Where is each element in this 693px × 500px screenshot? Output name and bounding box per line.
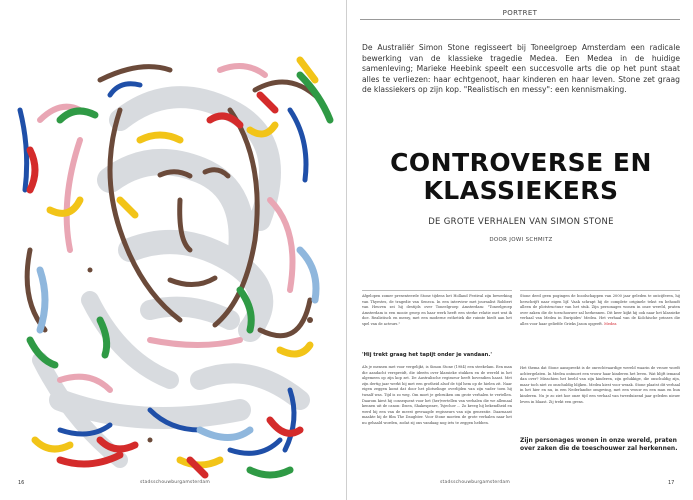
subheadline: DE GROTE VERHALEN VAN SIMON STONE — [428, 217, 614, 227]
portrait-illustration — [0, 0, 346, 500]
headline-line-2: KLASSIEKERS — [423, 176, 619, 205]
body-paragraph — [520, 294, 680, 328]
pull-quote: Zijn personages wonen in onze wereld, praten over zaken die de toeschouwer zal herkennen. — [520, 437, 678, 452]
body-column-2-top — [520, 294, 680, 352]
brushstroke-portrait-image — [0, 0, 346, 500]
page-gutter — [346, 0, 347, 500]
highlighted-word: Medea — [604, 321, 617, 326]
footer-right: stadsschouwburgamsterdam — [440, 480, 510, 485]
inline-quote: 'Hij trekt graag het tapijt onder je vandaan.' — [362, 352, 492, 358]
body-column-1-top — [362, 294, 512, 346]
body-paragraph: Afgelopen zomer presenteerde Stone tijdens het Holland Festival zijn bewerking van Thyestes, de tragedie van Seneca. In een interview met journalist Robbert van Heuven zei hij destijds over Toneelgroep Amsterdam: "Toneelgroep Amsterdam is een mooie groep en haar werk heeft een sterke relatie met wat ik doe. Realistisch en messy, met een moderne esthetiek die ruimte biedt aan het spel van de acteurs." — [362, 294, 512, 326]
headline — [362, 149, 680, 205]
headline-line-1: CONTROVERSE EN — [390, 148, 652, 177]
page-number-left: 16 — [18, 480, 25, 486]
body-column-2-bottom — [520, 366, 680, 430]
body-paragraph: Het thema dat Stone aanspreekt is de onrechtvaardige wereld waarin de vrouw wordt achtergelaten. In Medea ontmoet een vrouw haar kinderen het leven. Wat blijft iemand dan over? Misschien het beeld van zijn kinderen, zijn gelukkige, die onschuldig zijn, maar toch niet zo onschuldig blijken. Medea kiest voor wraak. Stone plaatst dit verhaal in het hier en nu, in een Nederlandse omgeving, met een vrouw en een man en hun kinderen. Nu je zo ziet hoe onze tijd een verhaal van tweeduizend jaar geleden nieuw leven in blaast. Zij trekt een grens. — [520, 366, 680, 404]
section-label: PORTRET — [502, 9, 538, 17]
page-number-right: 17 — [668, 480, 675, 486]
footer-left: stadsschouwburgamsterdam — [140, 480, 210, 485]
body-text: Stone deed geen pogingen de boodschappen van 2000 jaar geleden te ontcijferen, hij herschrijft naar eigen lijf. Vaak schrapt hij de complete originele tekst en behoudt alleen de plotstructuur van het stuk. Zijn personages wonen in onze wereld, praten over zaken die de toeschouwer zal herkennen. Dit keer kijkt hij ook naar het klassieke verhaal van Medea in Euripides' Medea. Het verhaal van de Kolchische prinses die alles voor haar geliefde Grieks Jason opgeeft. — [520, 294, 680, 326]
body-paragraph: Als je mensen met voor vergelijkt, is Simon Stone (1984) een steekvlam. Een man die aandacht verspreidt, die ideeën over klassieke stukken en de wereld in het algemeen op zijn kop zet. De Australische regisseur heeft bovendien haast. Met zijn dertig jaar werkt hij met een grotheid alsof de tijd hem op de hielen zit. Naar eigen zeggen komt dat door het plotselinge overlijden van zijn vader toen hij twaalf was. Tijd is zo weg. Om moet je gebruiken om grote verhalen te vertellen. Daarom kiest hij consequent voor het (her)vertellen van verhalen die we allemaal kennen uit de canon: Ibsen, Shakespeare, Tsjechov ... Zo kreeg hij bekendheid en werd hij een van de meest gevraagde regisseurs van zijn generatie. Daarnaast maakte hij de film The Daughter. Voor Stone moeten de grote verhalen naar het nu gehaald worden, zodat zij ons vandaag nog iets te zeggen hebben. — [362, 365, 512, 425]
section-rule — [360, 19, 680, 20]
column-rule-1 — [362, 290, 512, 291]
intro-paragraph: De Australiër Simon Stone regisseert bij Toneelgroep Amsterdam een radicale bewerking van de klassieke tragedie Medea. Een Medea in de huidige samenleving; Marieke Heebink speelt een succesvolle arts die op het punt staat alles te verliezen: haar echtgenoot, haar kinderen en haar leven. Stone zet graag de klassiekers op zijn kop. "Realistisch en messy": een kennismaking. — [362, 43, 680, 95]
body-column-1-bottom — [362, 365, 512, 473]
column-rule-2 — [520, 290, 680, 291]
byline: DOOR JOWI SCHMITZ — [489, 237, 553, 243]
